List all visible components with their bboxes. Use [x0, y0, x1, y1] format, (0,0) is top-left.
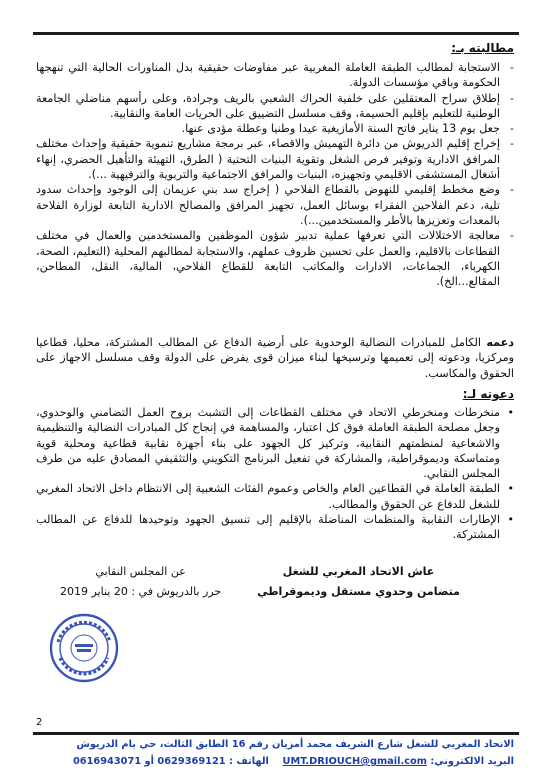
slogan-block	[257, 562, 460, 602]
union-stamp-icon	[48, 612, 120, 684]
page-number: 2	[36, 717, 43, 728]
section-heading-demands: مطالبته بـ:	[451, 41, 514, 55]
footer-address: الاتحاد المغربي للشغل شارع الشريف محمد أمزيان رقم 16 الطابق الثالث، حي يام الدريوش	[76, 739, 514, 750]
slogan-line-1: عاش الاتحاد المغربي للشغل	[282, 565, 435, 578]
support-paragraph	[36, 335, 514, 381]
call-list	[36, 405, 514, 543]
list-item: • الطبقة العاملة في القطاعين العام والخاص وعموم الفئات الشعبية إلى الانتظام داخل الاتحاد المغربي للشغل للدفاع عن الحقوق والمطالب.	[36, 482, 514, 511]
list-item: • منخرطات ومنخرطي الاتحاد في مختلف القطاعات إلى التشبث بروح العمل التضامني والوحدوي، وجعل مصلحة الطبقة العاملة فوق كل اعتبار، والمساهمة في إنجاح كل المبادرات النضالية والتنظيمية والاشعاعية لمنظمتهم النقابية، وتركيز كل الجهود على بناء أجهزة نقابية قطاعية ومحلية قوية ومتماسكة وديموقراطية، والمشاركة في تفعيل البرنامج التكويني والتثقيفي المصادق عليه من طرف المجلس النقابي.	[36, 406, 514, 481]
slogan-line-2: متضامن وحدوي مستقل وديموقراطي	[257, 585, 460, 598]
council-label: عن المجلس النقابي	[95, 565, 186, 578]
email-label: البريد الالكتروني:	[430, 756, 514, 767]
top-rule	[33, 32, 519, 35]
list-item: - إطلاق سراح المعتقلين على خلفية الحراك الشعبي بالريف وجرادة، وعلى رأسهم مناضلي الجامعة الوطنية للتعليم بإقليم الحسيمة، وقف مسلسل التضييق على الحريات العامة والنقابية.	[36, 91, 514, 120]
signature-block	[60, 562, 221, 602]
list-item: - معالجة الاختلالات التي تعرفها عملية تدبير شؤون الموظفين والمستخدمين والعمال في مختلف القطاعات بالاقليم، والعمل على تحسين ظروف عملهم، والاستجابة لمطالبهم المحلية (التعليم، الصحة، الكهرباء، الجماعات، الادارات والمكاتب التابعة للقطاع الفلاحي، المالية، النقل، المطاحن، المقالع...الخ).	[36, 229, 514, 289]
list-item: - الاستجابة لمطالب الطبقة العاملة المغربية عبر مفاوضات حقيقية بدل المناورات الحالية التي تنهجها الحكومة وباقي مؤسسات الدولة.	[36, 61, 514, 90]
phone-label: الهاتف :	[229, 756, 269, 767]
support-lead: دعمه	[486, 336, 515, 349]
list-item: - جعل يوم 13 يناير فاتح السنة الأمازيغية عيدا وطنيا وعطلة مؤدى عنها.	[181, 122, 514, 136]
support-text: الكامل للمبادرات النضالية الوحدوية على أرضية الدفاع عن المطالب المشتركة، محليا، قطاعيا ومركزيا، ودعوته إلى تعميمها وترسيخها لبناء ميزان قوى يفرض على الدولة وقف مسلسل الاجهاز على الحقوق والمكاسب.	[36, 336, 514, 380]
date-line: حرر بالدريوش في : 20 يناير 2019	[60, 585, 222, 598]
list-item: - وضع مخطط إقليمي للنهوض بالقطاع الفلاحي ( إخراج سد بني عزيمان إلى الوجود وإحداث سدود تلية، دعم الفلاحين الفقراء بوسائل العمل، تجهيز المرافق والمصالح الادارية التابعة لوزارة الفلاحة بالمعدات وتعزيزها بالأطر والمستخدمين...).	[36, 183, 514, 227]
section-heading-call: دعوته لـ:	[462, 387, 514, 401]
list-item: - إخراج إقليم الدريوش من دائرة التهميش والاقصاء، عبر برمجة مشاريع تنموية حقيقية وإحداث مختلف المرافق الادارية وتوفير فرص الشغل وتقوية البنيات التحتية ( الطرق، التهيئة والتأهيل الحضري، إنهاء أشغال المستشفى الاقليمي وتجهيزه، البنيات والمرافق الاجتماعية والتربوية والترفيهية ...).	[36, 137, 514, 182]
demands-list	[36, 60, 514, 289]
footer-contact	[73, 756, 514, 767]
phone-numbers: 0629369121 أو 0616943071	[72, 756, 226, 767]
list-item: • الإطارات النقابية والمنظمات المناضلة بالإقليم إلى تنسيق الجهود وتوحيدها للدفاع عن المطالب المشتركة.	[36, 513, 514, 542]
email-link[interactable]: UMT.DRIOUCH@gmail.com	[282, 756, 427, 767]
bottom-rule	[33, 732, 519, 735]
